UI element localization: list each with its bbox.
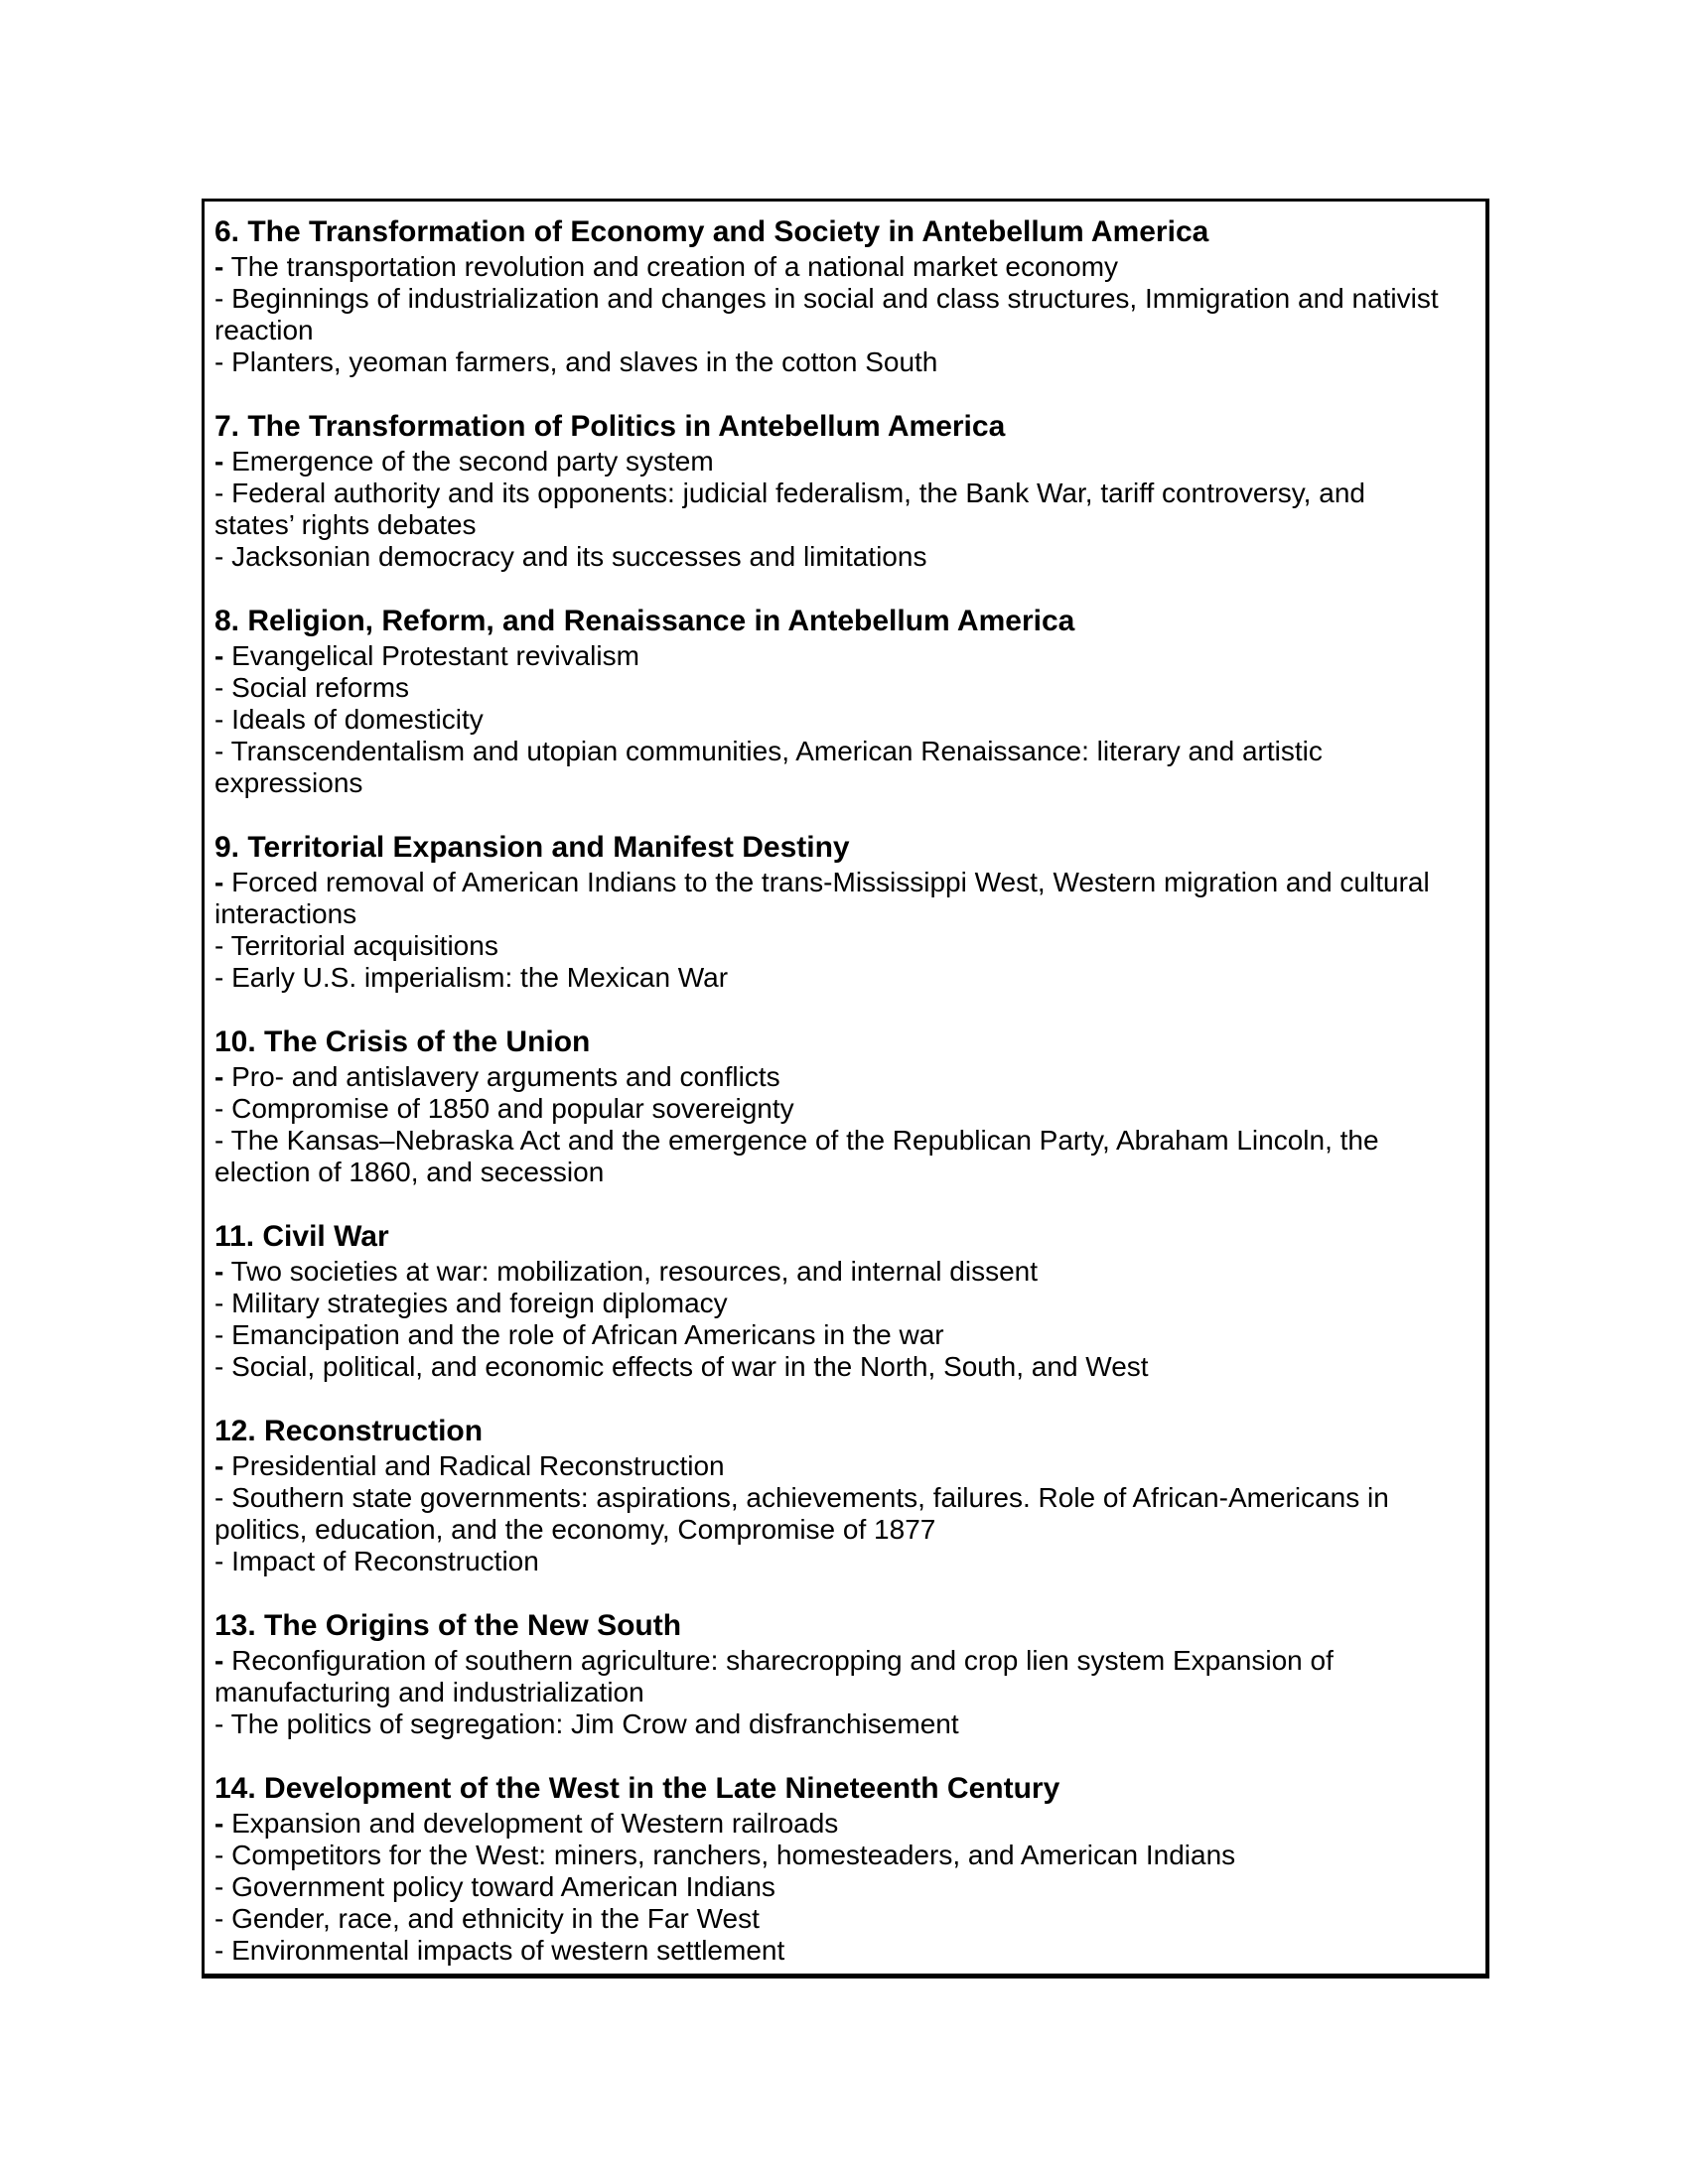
topic-text: Jacksonian democracy and its successes and limitations (231, 541, 927, 572)
topic-line (214, 1351, 1442, 1383)
topic-text: Southern state governments: aspirations, achievements, failures. Role of African-Americans in politics, education, and the economy, Compromise of 1877 (214, 1482, 1389, 1545)
topic-text: Gender, race, and ethnicity in the Far West (231, 1903, 760, 1934)
bullet-dash: - (214, 346, 224, 377)
topic-text: The transportation revolution and creation of a national market economy (230, 251, 1119, 282)
topic-text: Forced removal of American Indians to the trans-Mississippi West, Western migration and cultural interactions (214, 867, 1430, 929)
topic-text: The politics of segregation: Jim Crow and disfranchisement (230, 1708, 959, 1739)
topic-line (214, 672, 1442, 704)
topic-text: Two societies at war: mobilization, resources, and internal dissent (230, 1256, 1038, 1287)
topic-line (214, 1256, 1442, 1288)
syllabus-section (214, 1413, 1442, 1577)
bullet-dash: - (214, 1840, 224, 1870)
syllabus-section (214, 1607, 1442, 1740)
topic-text: Social reforms (231, 672, 410, 703)
topic-line (214, 1808, 1442, 1840)
syllabus-section (214, 1024, 1442, 1188)
syllabus-section (214, 408, 1442, 573)
bullet-dash: - (214, 1645, 224, 1676)
section-heading: 13. The Origins of the New South (214, 1609, 682, 1642)
topic-text: Expansion and development of Western railroads (231, 1808, 839, 1839)
syllabus-section (214, 1770, 1442, 1967)
topic-text: Environmental impacts of western settlement (231, 1935, 785, 1966)
topic-line (214, 541, 1442, 573)
bullet-dash: - (214, 930, 224, 961)
topic-line (214, 283, 1442, 346)
topic-text: Presidential and Radical Reconstruction (231, 1450, 725, 1481)
topic-line (214, 1546, 1442, 1577)
topic-line (214, 1450, 1442, 1482)
bullet-dash: - (214, 962, 224, 993)
topic-text: Government policy toward American Indians (231, 1871, 775, 1902)
bullet-dash: - (214, 1256, 224, 1287)
topic-text: Compromise of 1850 and popular sovereignty (231, 1093, 794, 1124)
topic-text: Pro- and antislavery arguments and conflicts (231, 1061, 780, 1092)
bullet-dash: - (214, 1351, 224, 1382)
topic-line (214, 446, 1442, 478)
section-heading: 8. Religion, Reform, and Renaissance in Antebellum America (214, 605, 1075, 637)
bullet-dash: - (214, 1450, 224, 1481)
bullet-dash: - (214, 736, 224, 766)
topic-line (214, 1871, 1442, 1903)
bullet-dash: - (214, 1808, 224, 1839)
topic-text: Transcendentalism and utopian communities, American Renaissance: literary and artistic expressions (214, 736, 1323, 798)
bullet-dash: - (214, 541, 224, 572)
section-heading: 14. Development of the West in the Late Nineteenth Century (214, 1772, 1060, 1805)
syllabus-section (214, 1218, 1442, 1383)
bullet-dash: - (214, 672, 224, 703)
topic-text: Reconfiguration of southern agriculture: sharecropping and crop lien system Expansion of manufacturing and industrialization (214, 1645, 1334, 1707)
topic-text: Competitors for the West: miners, ranchers, homesteaders, and American Indians (231, 1840, 1236, 1870)
topic-text: Emancipation and the role of African Americans in the war (231, 1319, 944, 1350)
bullet-dash: - (214, 283, 224, 314)
bullet-dash: - (214, 1482, 224, 1513)
topic-line (214, 1093, 1442, 1125)
topic-text: Emergence of the second party system (231, 446, 714, 477)
topic-line (214, 1840, 1442, 1871)
bullet-dash: - (214, 1708, 224, 1739)
topic-line (214, 704, 1442, 736)
section-heading: 6. The Transformation of Economy and Society in Antebellum America (214, 215, 1209, 248)
topic-line (214, 251, 1442, 283)
syllabus-section (214, 603, 1442, 799)
section-heading: 9. Territorial Expansion and Manifest Destiny (214, 831, 850, 864)
topic-text: Ideals of domesticity (231, 704, 484, 735)
topic-line (214, 1482, 1442, 1546)
bullet-dash: - (214, 1871, 224, 1902)
syllabus-section (214, 213, 1442, 378)
topic-text: Territorial acquisitions (230, 930, 498, 961)
topic-text: Social, political, and economic effects of war in the North, South, and West (231, 1351, 1149, 1382)
topic-line (214, 1061, 1442, 1093)
section-heading: 10. The Crisis of the Union (214, 1025, 591, 1058)
topic-text: The Kansas–Nebraska Act and the emergence of the Republican Party, Abraham Lincoln, the election of 1860, and secession (214, 1125, 1379, 1187)
bullet-dash: - (214, 1903, 224, 1934)
topic-line (214, 1708, 1442, 1740)
topic-text: Early U.S. imperialism: the Mexican War (231, 962, 729, 993)
bullet-dash: - (214, 640, 224, 671)
topic-line (214, 640, 1442, 672)
topic-text: Military strategies and foreign diplomacy (231, 1288, 728, 1318)
bullet-dash: - (214, 478, 224, 508)
topic-text: Impact of Reconstruction (231, 1546, 539, 1576)
topic-line (214, 1288, 1442, 1319)
topic-line (214, 736, 1442, 799)
bullet-dash: - (214, 1319, 224, 1350)
bullet-dash: - (214, 867, 224, 897)
syllabus-section (214, 829, 1442, 994)
topic-line (214, 962, 1442, 994)
topic-line (214, 1125, 1442, 1188)
bullet-dash: - (214, 1125, 224, 1156)
bullet-dash: - (214, 1093, 224, 1124)
topic-line (214, 478, 1442, 541)
bullet-dash: - (214, 1935, 224, 1966)
bullet-dash: - (214, 1546, 224, 1576)
course-outline-panel (202, 199, 1489, 1979)
topic-text: Beginnings of industrialization and changes in social and class structures, Immigration and nativist reaction (214, 283, 1439, 345)
topic-text: Evangelical Protestant revivalism (231, 640, 639, 671)
bullet-dash: - (214, 1288, 224, 1318)
section-heading: 7. The Transformation of Politics in Antebellum America (214, 410, 1006, 443)
bullet-dash: - (214, 446, 224, 477)
topic-line (214, 1903, 1442, 1935)
topic-line (214, 1935, 1442, 1967)
topic-line (214, 346, 1442, 378)
section-heading: 12. Reconstruction (214, 1415, 484, 1447)
bullet-dash: - (214, 1061, 224, 1092)
topic-line (214, 1319, 1442, 1351)
topic-line (214, 930, 1442, 962)
topic-text: Planters, yeoman farmers, and slaves in the cotton South (231, 346, 938, 377)
section-heading: 11. Civil War (214, 1220, 389, 1253)
topic-text: Federal authority and its opponents: judicial federalism, the Bank War, tariff controversy, and states’ rights debates (214, 478, 1365, 540)
topic-line (214, 1645, 1442, 1708)
bullet-dash: - (214, 704, 224, 735)
topic-line (214, 867, 1442, 930)
bullet-dash: - (214, 251, 224, 282)
